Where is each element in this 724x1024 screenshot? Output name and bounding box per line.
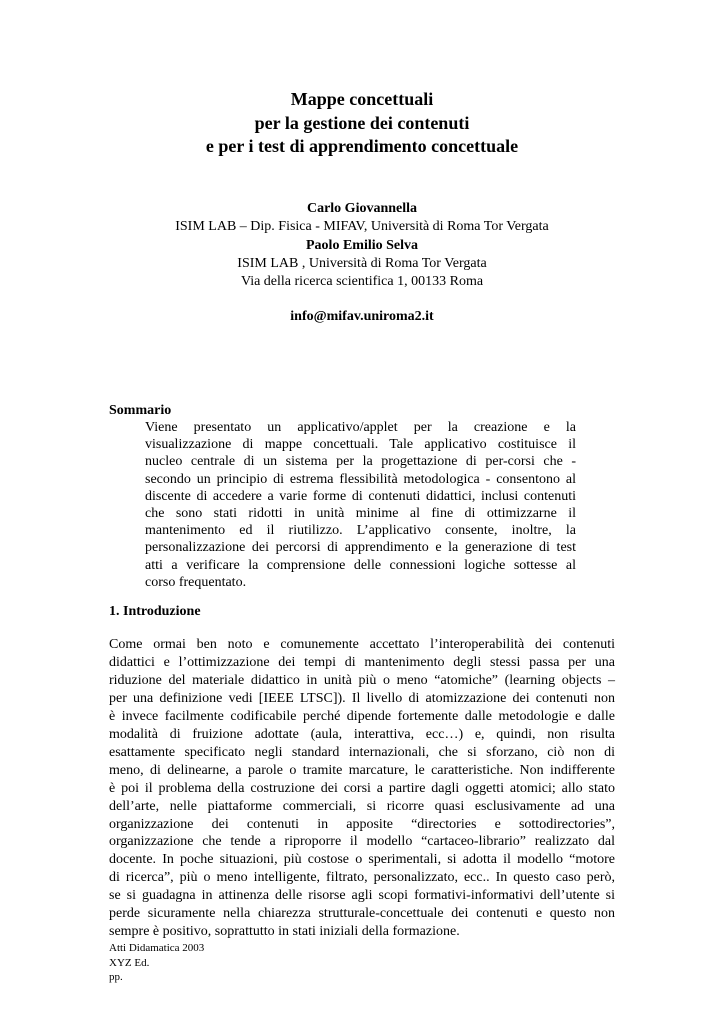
abstract-line: corso frequentato. [145, 574, 247, 590]
abstract-line: personalizzazione dei percorsi di apprendimento e la generazione di test [145, 540, 576, 556]
body-line: di ricerca”, più o meno intelligente, filtrato, personalizzato, ecc.. In questo caso però, [109, 870, 615, 886]
author-name: Carlo Giovannella [306, 201, 418, 216]
author-block [0, 200, 724, 327]
abstract-body [145, 419, 576, 591]
body-line: meno, di delinearne, a parole o tramite marcature, le caratteristiche. Non indifferente [109, 762, 615, 778]
abstract-line: visualizzazione di mappe concettuali. Tale applicativo costituisce il [145, 437, 576, 453]
body-line: se si guadagna in attinenza delle risorse agli scopi formativi-informativi dell’utente si [109, 888, 615, 904]
body-line: Come ormai ben noto e comunemente accettato l’interoperabilità dei contenuti [109, 637, 615, 652]
abstract-line: secondo un principio di estrema flessibilità metodologica - consentono al [145, 471, 576, 487]
paper-title [0, 88, 724, 159]
page-footer [109, 941, 204, 985]
body-line: organizzazione che tende a riproporre il modello “cartaceo-librario” realizzato dal [109, 834, 615, 850]
introduction-body [109, 636, 615, 941]
body-line: modalità di fruizione adottate (aula, interattiva, ecc…) e, quindi, non risulta [109, 726, 615, 742]
body-line: dell’arte, nelle piattaforme commerciali, si ricorre quasi esclusivamente ad una [109, 798, 615, 814]
author-affiliation: ISIM LAB , Università di Roma Tor Vergata [237, 255, 487, 271]
abstract-line: nucleo centrale di un sistema per la progettazione di per-corsi che - [145, 454, 576, 470]
abstract-heading: Sommario [109, 403, 172, 418]
title-line: e per i test di apprendimento concettuale [205, 136, 519, 156]
abstract-line: atti a verificare la comprensione delle connessioni logiche sottesse al [145, 557, 576, 573]
body-line: organizzazione dei contenuti in apposite “directories e sottodirectories”, [109, 816, 615, 832]
footer-line: Atti Didamatica 2003 [109, 942, 205, 954]
contact-email: info@mifav.uniroma2.it [290, 309, 434, 325]
author-affiliation: ISIM LAB – Dip. Fisica - MIFAV, Università di Roma Tor Vergata [175, 219, 549, 235]
body-line: didattici e l’ottimizzazione dei tempi di mantenimento degli stessi passa per una [109, 654, 615, 670]
abstract-line: che sono stati ridotti in unità minime al fine di ottimizzarne il [145, 506, 576, 522]
abstract-line: discente di accedere a varie forme di contenuti didattici, inclusi contenuti [145, 488, 576, 504]
footer-line: XYZ Ed. [109, 956, 150, 969]
body-line: per una definizione vedi [IEEE LTSC]). Il livello di atomizzazione dei contenuti non [109, 690, 615, 706]
body-line: riduzione del materiale didattico in unità più o meno “atomiche” (learning objects – [109, 672, 615, 688]
body-line: docente. In poche situazioni, più costose o sperimentali, si adotta il modello “motore [109, 852, 615, 868]
abstract-line: Viene presentato un applicativo/applet per la creazione e la [145, 420, 576, 435]
title-line: Mappe concettuali [290, 89, 434, 109]
body-line: sempre è positivo, soprattutto in stati iniziali della formazione. [109, 924, 460, 940]
author-address: Via della ricerca scientifica 1, 00133 Roma [240, 274, 484, 290]
body-line: perde sicuramente nella chiarezza strutturale-concettuale dei contenuti e questo non [109, 906, 615, 922]
body-line: è invece facilmente codificabile perché dipende fortemente dalle metodologie e dalle [109, 708, 615, 724]
body-line: è poi il problema della costruzione dei corsi a partire dagli oggetti atomici; allo stato [109, 780, 615, 796]
footer-line: pp. [109, 971, 123, 983]
body-line: esattamente specificato negli standard internazionali, che si sforzano, ciò non di [109, 744, 615, 760]
section-heading: 1. Introduzione [109, 604, 201, 619]
abstract-line: mantenimento ed il riutilizzo. L’applicativo consente, inoltre, la [145, 523, 576, 539]
title-line: per la gestione dei contenuti [254, 112, 470, 133]
author-name: Paolo Emilio Selva [306, 237, 418, 253]
